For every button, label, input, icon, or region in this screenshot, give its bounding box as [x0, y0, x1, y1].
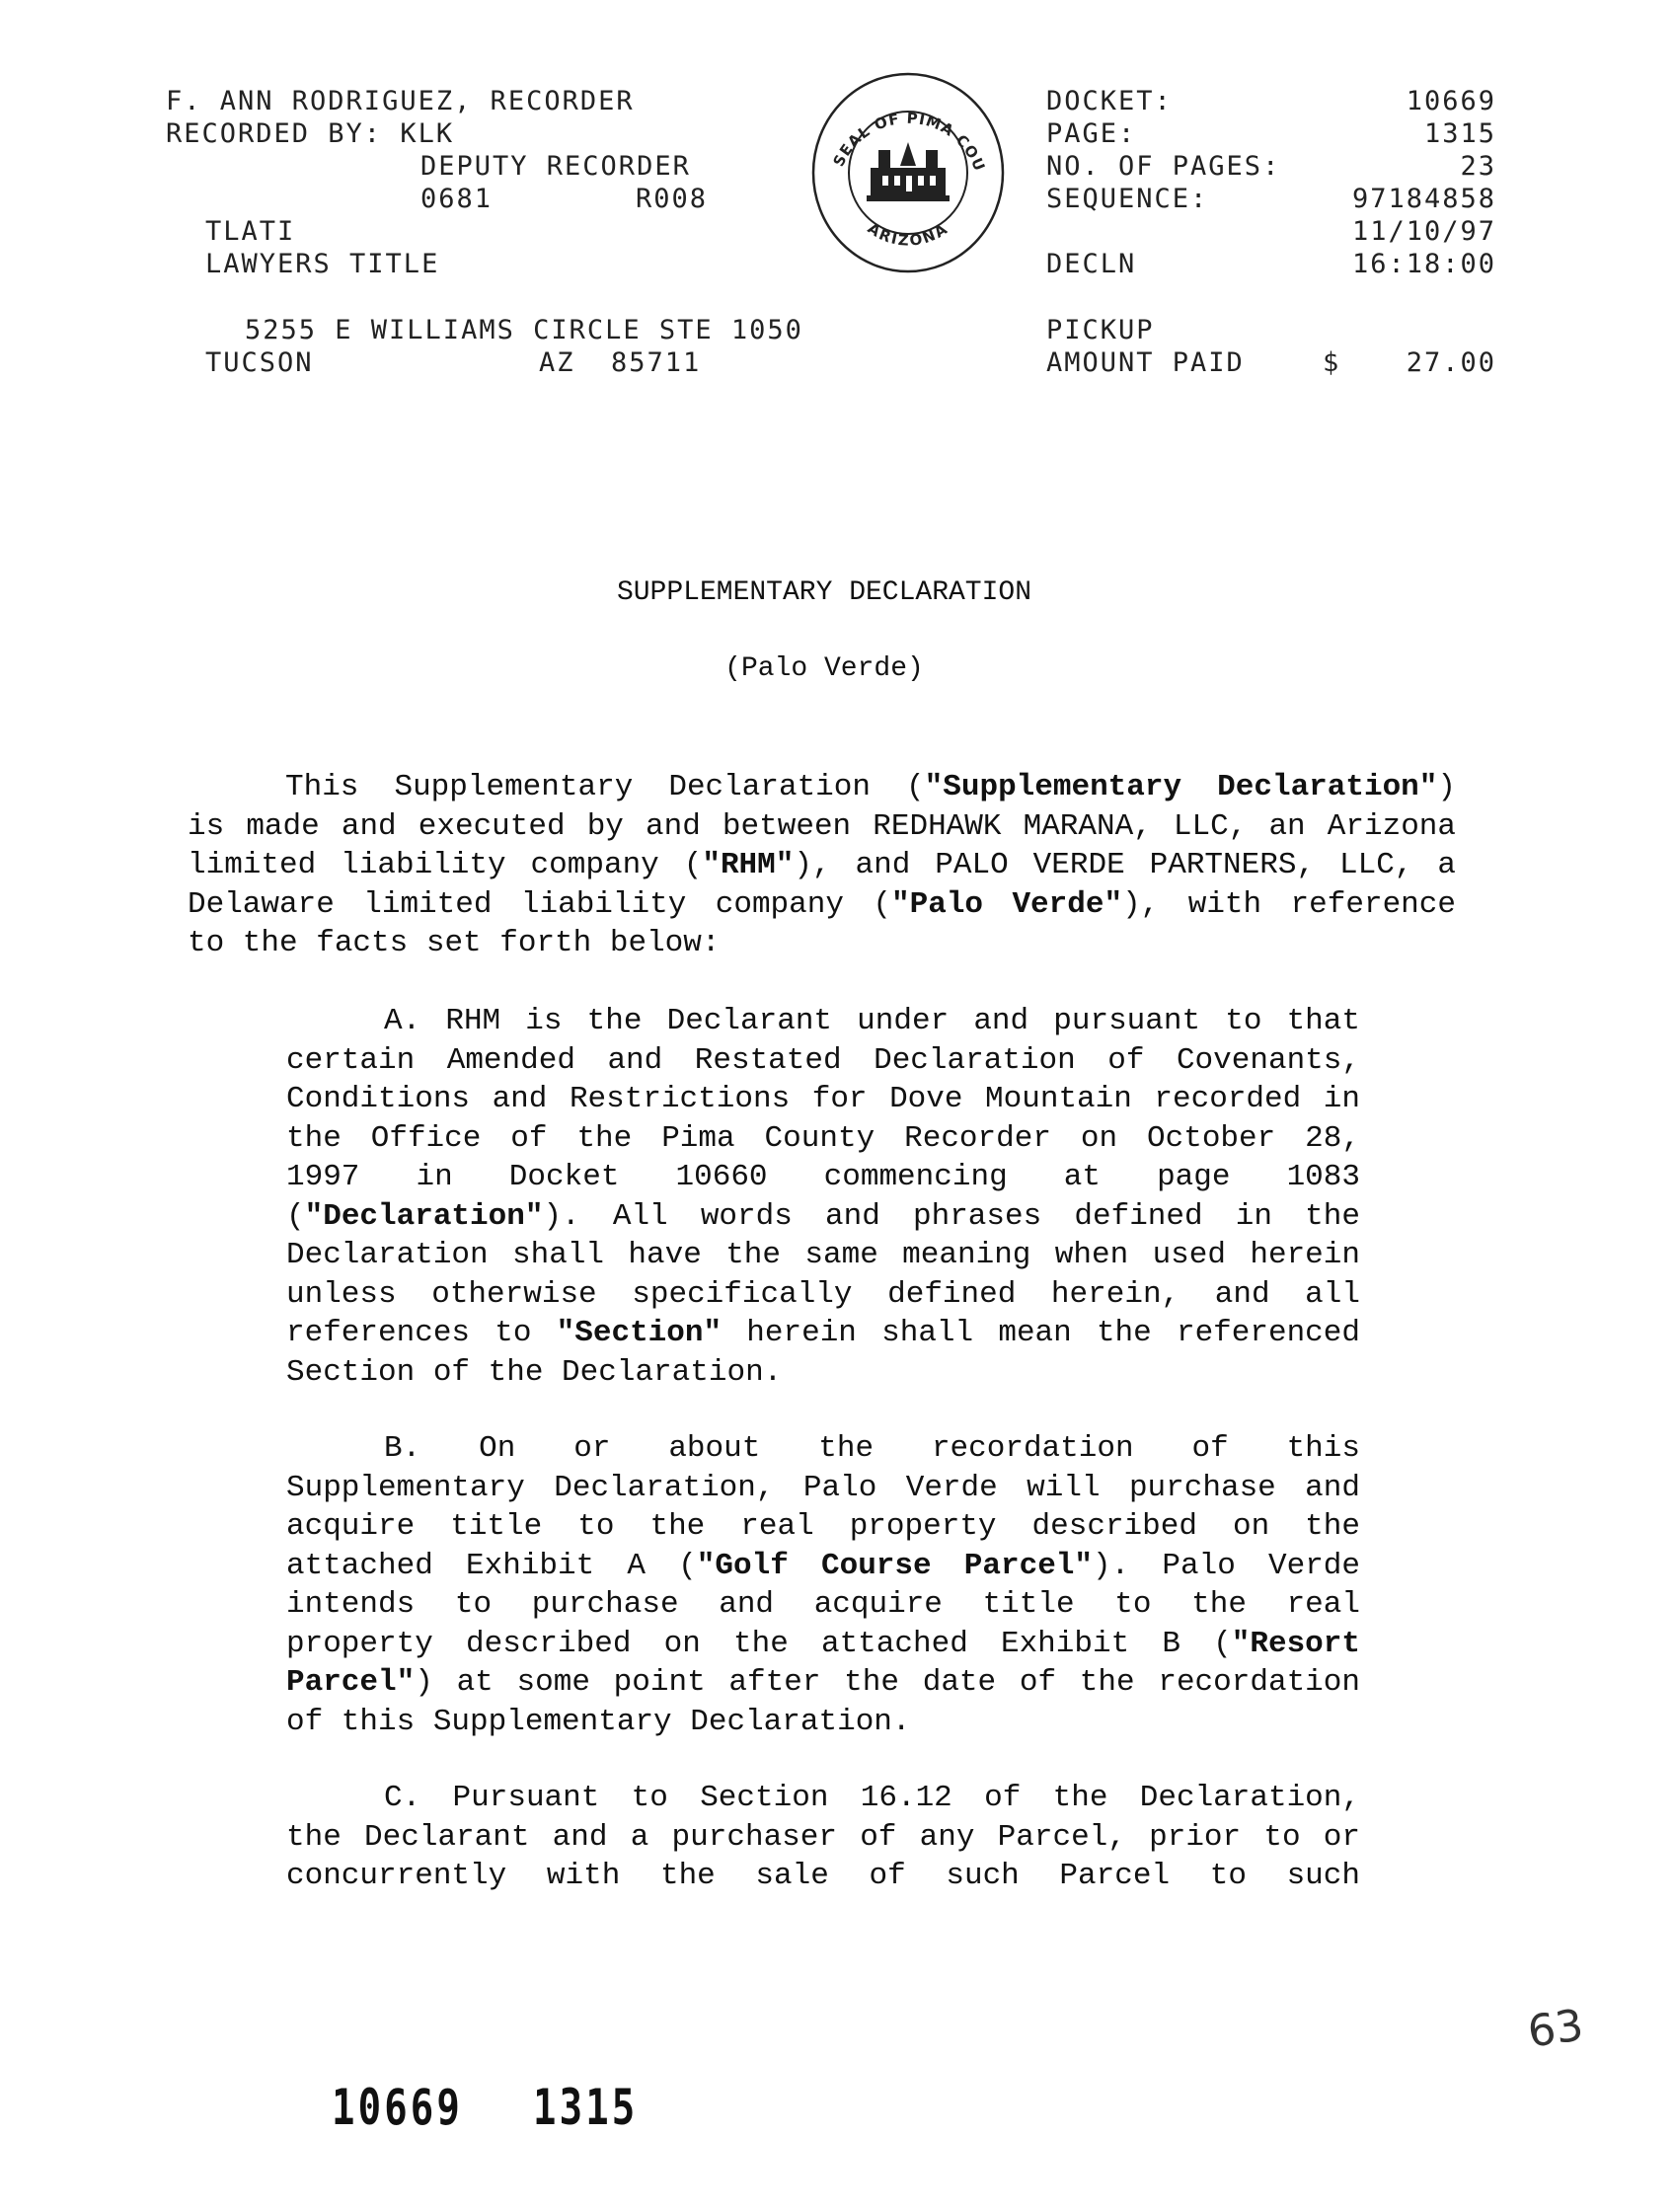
record-date: 11/10/97: [1351, 216, 1496, 247]
agent-code: TLATI: [205, 216, 296, 247]
text-line: intends to purchase and acquire title to the real: [286, 1587, 1360, 1622]
text-line: references to "Section" herein shall mean the referenced: [286, 1316, 1360, 1350]
page-value: 1315: [1423, 118, 1496, 149]
pages-value: 23: [1460, 151, 1496, 182]
recorder-name: F. ANN RODRIGUEZ, RECORDER: [166, 86, 635, 116]
text-line: Section of the Declaration.: [286, 1354, 783, 1390]
text-line: acquire title to the real property described on the: [286, 1509, 1360, 1544]
page-stamp: 1315: [533, 2079, 639, 2136]
docket-label: DOCKET:: [1046, 86, 1173, 116]
text-line: unless otherwise specifically defined herein, and all: [286, 1276, 1360, 1312]
pima-county-seal: [809, 69, 1007, 276]
document-title: SUPPLEMENTARY DECLARATION: [616, 577, 1032, 608]
text-line: of this Supplementary Declaration.: [286, 1704, 911, 1739]
handwritten-page-note: 63: [1524, 2000, 1587, 2058]
text-line: certain Amended and Restated Declaration of Covenants,: [286, 1042, 1360, 1078]
text-line: Delaware limited liability company ("Palo Verde"), with reference: [188, 886, 1456, 922]
document-type: DECLN: [1046, 249, 1137, 279]
text-line: the Office of the Pima County Recorder on October 28,: [286, 1120, 1360, 1156]
recorder-code-left: 0681: [420, 184, 494, 214]
text-line: Declaration shall have the same meaning when used herein: [286, 1238, 1360, 1272]
pages-label: NO. OF PAGES:: [1046, 151, 1281, 182]
document-subtitle: (Palo Verde): [724, 653, 924, 684]
text-line: is made and executed by and between REDHAWK MARANA, LLC, an Arizona: [188, 808, 1456, 844]
text-line: This Supplementary Declaration ("Supplementary Declaration"): [285, 770, 1456, 804]
text-line: B. On or about the recordation of this: [384, 1431, 1360, 1466]
amount-label: AMOUNT PAID: [1046, 347, 1245, 378]
recorded-by: RECORDED BY: KLK: [166, 118, 455, 149]
text-line: property described on the attached Exhibit B ("Resort: [286, 1626, 1360, 1661]
sequence-label: SEQUENCE:: [1046, 184, 1209, 214]
intro-paragraph: [188, 768, 1456, 963]
recital-c: [286, 1779, 1360, 1896]
agent-name: LAWYERS TITLE: [205, 249, 440, 279]
docket-stamp: 10669: [332, 2079, 464, 2136]
pickup-label: PICKUP: [1046, 315, 1155, 345]
text-line: limited liability company ("RHM"), and PALO VERDE PARTNERS, LLC, a: [188, 848, 1456, 882]
recital-b: [286, 1429, 1360, 1741]
deputy-recorder: DEPUTY RECORDER: [420, 151, 691, 182]
text-line: attached Exhibit A ("Golf Course Parcel"). Palo Verde: [286, 1548, 1361, 1583]
agent-address: 5255 E WILLIAMS CIRCLE STE 1050: [245, 315, 803, 345]
currency-symbol: $: [1323, 347, 1341, 378]
recorder-code-right: R008: [636, 184, 709, 214]
agent-city: TUCSON: [205, 347, 314, 378]
sequence-value: 97184858: [1351, 184, 1496, 214]
text-line: the Declarant and a purchaser of any Parcel, prior to or: [286, 1819, 1360, 1855]
text-line: A. RHM is the Declarant under and pursuant to that: [384, 1004, 1360, 1038]
text-line: ("Declaration"). All words and phrases defined in the: [286, 1198, 1360, 1234]
svg-text:ARIZONA: ARIZONA: [864, 219, 952, 250]
amount-value: 27.00: [1406, 347, 1496, 378]
docket-value: 10669: [1406, 86, 1496, 116]
text-line: 1997 in Docket 10660 commencing at page 1083: [286, 1160, 1360, 1194]
text-line: concurrently with the sale of such Parcel to such: [286, 1859, 1360, 1893]
text-line: C. Pursuant to Section 16.12 of the Declaration,: [384, 1781, 1360, 1815]
record-time: 16:18:00: [1351, 249, 1496, 279]
text-line: Conditions and Restrictions for Dove Mountain recorded in: [286, 1082, 1360, 1116]
text-line: Parcel") at some point after the date of the recordation: [286, 1665, 1360, 1700]
page-label: PAGE:: [1046, 118, 1137, 149]
text-line: Supplementary Declaration, Palo Verde will purchase and: [286, 1470, 1360, 1505]
recital-a: [286, 1002, 1360, 1392]
svg-text:THE SEAL OF PIMA COUNTY: SEAL OF PIMA COU: [829, 109, 989, 175]
agent-state-zip: AZ 85711: [539, 347, 702, 378]
text-line: to the facts set forth below:: [188, 926, 721, 960]
